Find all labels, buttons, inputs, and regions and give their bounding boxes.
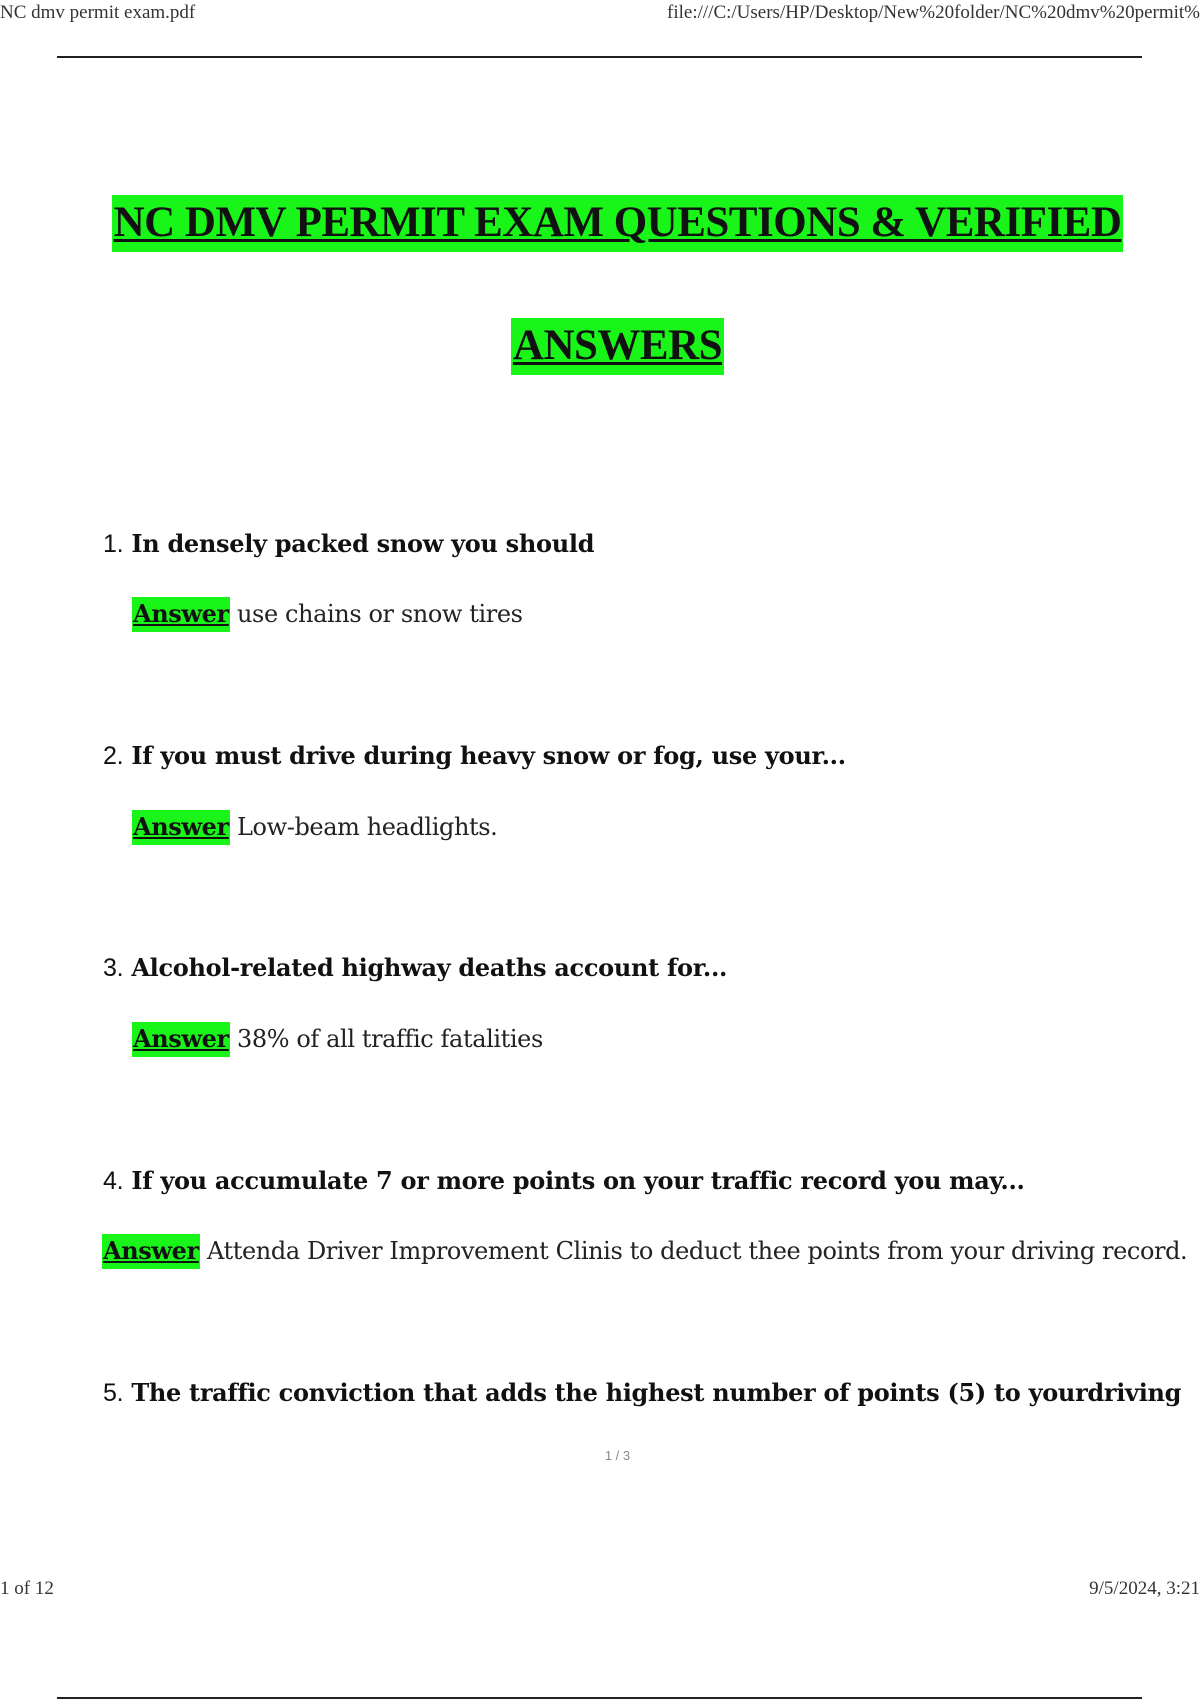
answer-tag: Answer [132,597,230,632]
print-footer-page: 1 of 12 [0,1578,54,1599]
top-divider [57,56,1142,58]
answer-text: Low-beam headlights. [237,813,498,841]
answer-4 [102,1236,1187,1265]
answer-text: 38% of all traffic fatalities [237,1025,543,1053]
question-number: 4. [103,1167,124,1195]
question-text: If you accumulate 7 or more points on your traffic record you may... [131,1166,1025,1195]
answer-text: Attenda Driver Improvement Clinis to deduct thee points from your driving record. [207,1237,1188,1265]
title-highlight-1: NC DMV PERMIT EXAM QUESTIONS & VERIFIED [112,195,1124,252]
answer-tag: Answer [132,810,230,845]
print-header-filename: NC dmv permit exam.pdf [0,2,196,23]
document-title-line-1 [0,198,1200,247]
question-1 [103,529,594,559]
bottom-divider [57,1697,1142,1699]
question-number: 1. [103,530,124,558]
question-5 [103,1378,1181,1408]
print-footer-datetime: 9/5/2024, 3:21 [1089,1578,1200,1599]
question-text: In densely packed snow you should [131,529,595,558]
title-highlight-2: ANSWERS [511,318,724,375]
page-indicator: 1 / 3 [604,1448,631,1463]
answer-tag: Answer [132,1022,230,1057]
document-title-line-2 [0,321,1200,370]
question-text: If you must drive during heavy snow or fog, use your... [131,741,846,770]
question-number: 3. [103,954,124,982]
question-text: Alcohol-related highway deaths account for... [131,953,728,982]
question-4 [103,1166,1025,1196]
question-2 [103,741,846,771]
answer-1 [132,599,523,628]
question-number: 5. [103,1379,124,1407]
answer-2 [132,812,497,841]
answer-tag: Answer [102,1234,200,1269]
question-number: 2. [103,742,124,770]
question-text: The traffic conviction that adds the highest number of points (5) to yourdriving [131,1378,1182,1407]
answer-3 [132,1024,543,1053]
print-header-url: file:///C:/Users/HP/Desktop/New%20folder/NC%20dmv%20permit% [667,2,1200,23]
answer-text: use chains or snow tires [237,600,523,628]
question-3 [103,953,727,983]
